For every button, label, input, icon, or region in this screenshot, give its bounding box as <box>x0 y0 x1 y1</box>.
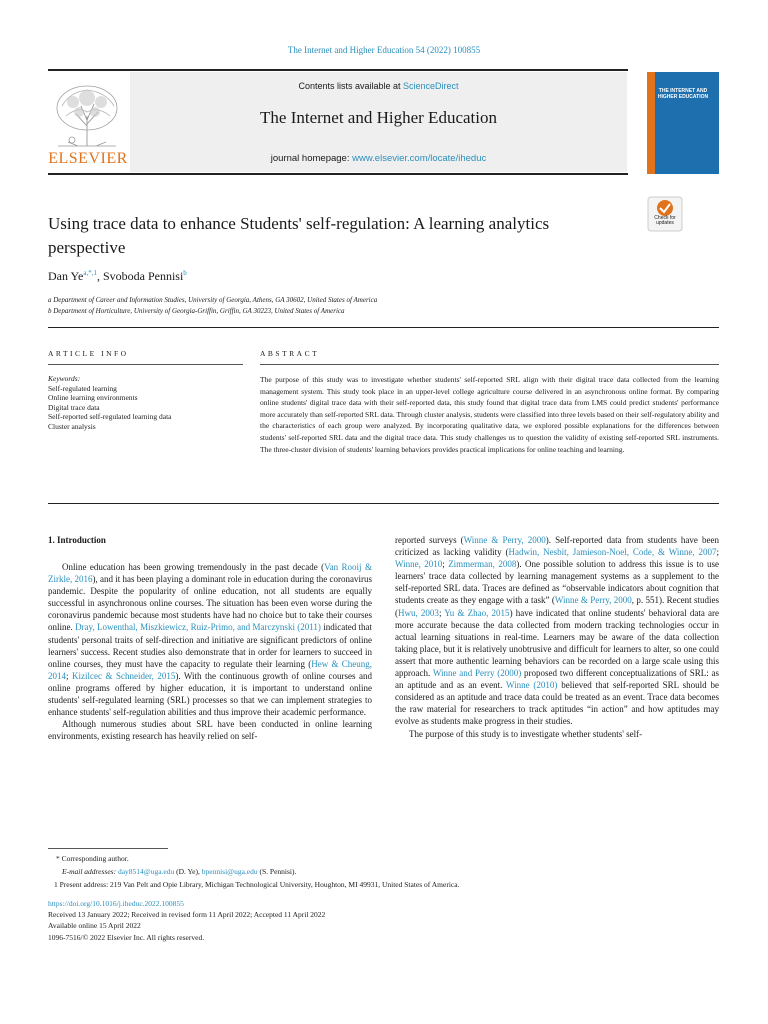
text-run: ). One possible solution to address this issue is to use learners' trace data collected by learning management systems as a supplement to the self-reported SRL data. Traces are defined as “observable indicators about cognition that students create as they engage with a task” ( <box>395 559 719 606</box>
citation-link[interactable]: Winne and Perry (2000) <box>432 668 522 679</box>
elsevier-wordmark: ELSEVIER <box>48 150 128 167</box>
body-column-right <box>395 534 719 740</box>
abstract-bottom-rule <box>48 503 719 504</box>
crossmark-label: Check for updates <box>654 215 676 226</box>
text-run: Online education has been growing tremendously in the past decade ( <box>62 562 325 572</box>
author-affiliation-marker[interactable]: b <box>183 269 187 277</box>
email-owner: (D. Ye), <box>174 867 202 876</box>
crossmark-icon[interactable] <box>647 196 683 232</box>
keyword-item: Self-reported self-regulated learning data <box>48 412 172 422</box>
abstract-heading: ABSTRACT <box>260 349 320 358</box>
text-run: ). Self-reported data from students have been criticized as lacking validity ( <box>395 535 719 558</box>
email-label: E-mail addresses: <box>62 867 118 876</box>
text-run: , p. 551). Recent studies ( <box>395 595 720 618</box>
citation-link[interactable]: Kizilcec & Schneider, 2015 <box>72 670 176 681</box>
citation-link[interactable]: Winne (2010) <box>505 680 558 691</box>
text-run: ; <box>442 559 449 570</box>
header-bottom-rule <box>48 173 628 175</box>
abstract-text: The purpose of this study was to investigate whether students' self-reported SRL align with their digital trace data collected from the learning management system. This study took place in an upper-level college agriculture course delivered in an asynchronous online format. By comparing online students' digital trace data with their self-reported data, this study found that digital trace data from LMS could predict students' performance more accurately than self-reported SRL data. Through cluster analysis, students were classified into three levels based on their self-regulatory ability and the characteristics of each group were analyzed. By incorporating qualitative data, we explored possible explanations for the differences between students' self-reported SRL data and the digital trace data. This study challenges us to question the validity of existing self-reported SRL instruments. The three-cluster division of students' learning behaviors provides practical implications for online teaching and learning. <box>260 375 719 454</box>
citation-link[interactable]: Hwu, 2003 <box>398 607 439 618</box>
affiliation-rule <box>48 327 719 328</box>
copyright-line: 1096-7516/© 2022 Elsevier Inc. All rights reserved. <box>48 932 205 942</box>
keywords-label: Keywords: <box>48 374 81 383</box>
journal-title: The Internet and Higher Education <box>260 108 497 127</box>
text-run: ; <box>716 547 719 558</box>
article-info-rule <box>48 364 243 365</box>
email-owner: (S. Pennisi). <box>257 867 297 876</box>
citation-link[interactable]: Dray, Lowenthal, Miszkiewicz, Ruiz-Primo, and Marczynski (2011) <box>75 622 321 633</box>
citation-link[interactable]: Yu & Zhao, 2015 <box>444 607 510 618</box>
citation-link[interactable]: Van Rooij & Zirkle, 2016 <box>48 562 372 585</box>
keywords-block <box>48 374 248 432</box>
author-separator: , <box>96 269 103 283</box>
available-online-date: Available online 15 April 2022 <box>48 921 141 931</box>
header-rule <box>48 69 628 71</box>
present-address-note: 1 Present address: 219 Van Pelt and Opie Library, Michigan Technological University, Houghton, MI 49931, United States of America. <box>54 880 460 889</box>
affiliation-a: a Department of Career and Information Studies, University of Georgia, Athens, GA 30602, United States of America <box>48 296 378 304</box>
author-name[interactable]: Dan Ye <box>48 269 84 283</box>
section-heading-introduction: 1. Introduction <box>48 535 106 545</box>
email-link[interactable]: day8514@uga.edu <box>117 867 175 876</box>
paragraph: The purpose of this study is to investigate whether students' self- <box>409 728 643 739</box>
article-title: Using trace data to enhance Students' self-regulation: A learning analytics perspective <box>48 214 550 257</box>
homepage-link[interactable]: www.elsevier.com/locate/iheduc <box>352 153 487 164</box>
citation-link[interactable]: Zimmerman, 2008 <box>448 559 517 570</box>
journal-homepage-line <box>130 153 627 164</box>
text-run: ) have indicated that online students' behavioral data are more accurate because the data collected from modern tracking technologies occur in actual learning situations in real-time. Learners may be aware of the data collection taking place, but it is relatively unobtrusive and difficult for learners to alter, so one could assert that more authentic learning behaviors can be recorded on a large scale using this approach. <box>395 607 720 679</box>
author-list <box>48 269 187 284</box>
text-run: ; <box>66 670 72 681</box>
text-run: ). With the continuous growth of online courses and online programs offered by higher education, it is important to understand online students' self-regulated learning (SRL) processes so that we can implement strategies to enhance students' self-regulation abilities and thus improve their academic performance. <box>48 670 372 718</box>
keyword-item: Cluster analysis <box>48 421 96 431</box>
text-run: ; <box>438 607 445 618</box>
footnote-rule <box>48 848 168 849</box>
keyword-item: Online learning environments <box>48 393 138 403</box>
body-column-left <box>48 561 372 742</box>
cover-title: THE INTERNET AND HIGHER EDUCATION <box>657 88 709 100</box>
author-name[interactable]: Svoboda Pennisi <box>102 269 184 283</box>
text-run: proposed two different conceptualizations of SRL: as an aptitude and as an event. <box>395 668 719 691</box>
email-link[interactable]: bpennisi@uga.edu <box>201 867 258 876</box>
citation-link[interactable]: Hadwin, Nesbit, Jamieson-Noel, Code, & Winne, 2007 <box>508 547 717 558</box>
email-note <box>48 865 719 878</box>
paragraph <box>48 561 372 718</box>
text-run: believed that self-reported SRL should be considered as an aptitude and trace data could be treated as an event. Trace data becomes the raw material for researchers to track aptitudes “in action” and how aptitudes may evolve as students make progress in their studies. <box>395 680 719 727</box>
corresponding-author-note: * Corresponding author. <box>56 854 129 863</box>
homepage-prefix: journal homepage: <box>270 153 353 164</box>
keyword-item: Self-regulated learning <box>48 383 117 393</box>
affiliation-b: b Department of Horticulture, University of Georgia-Griffin, Griffin, GA 30223, United States of America <box>48 307 345 315</box>
abstract-rule <box>260 364 719 365</box>
received-dates: Received 13 January 2022; Received in revised form 11 April 2022; Accepted 11 April 2022 <box>48 910 326 920</box>
sciencedirect-link[interactable]: ScienceDirect <box>403 81 459 91</box>
text-run: ), and it has been playing a dominant role in education during the coronavirus pandemic. Despite the popularity of online education, not all students are equally successful in asynchronous online courses. The situation has been even worse during the coronavirus pandemic because most students have had no choice but to take their courses online. <box>48 574 372 633</box>
citation-link[interactable]: Winne, 2010 <box>395 559 443 570</box>
contents-prefix: Contents lists available at <box>298 81 404 91</box>
text-run: reported surveys ( <box>395 535 464 545</box>
citation-link[interactable]: Winne & Perry, 2000 <box>463 535 546 545</box>
contents-available-line <box>130 81 627 91</box>
running-head[interactable]: The Internet and Higher Education 54 (2022) 100855 <box>287 45 481 55</box>
paragraph: Although numerous studies about SRL have been conducted in online learning environments, existing research has heavily relied on self- <box>48 719 372 742</box>
citation-link[interactable]: Hew & Cheung, 2014 <box>48 658 372 681</box>
doi-link[interactable]: https://doi.org/10.1016/j.iheduc.2022.100855 <box>48 899 184 908</box>
keyword-item: Digital trace data <box>48 402 100 412</box>
paragraph <box>395 534 719 728</box>
citation-link[interactable]: Winne & Perry, 2000 <box>554 595 632 606</box>
publication-info <box>48 898 719 943</box>
footnotes <box>48 852 719 891</box>
author-affiliation-marker[interactable]: a,*,1 <box>83 269 97 277</box>
article-info-heading: ARTICLE INFO <box>48 349 129 358</box>
text-run: indicated that students' personal traits of self-direction and initiative are significant predictors of online learners' success. Recent studies also demonstrate that in order for learners to succeed in online courses, they must have the capacity to regulate their learning ( <box>48 622 372 669</box>
